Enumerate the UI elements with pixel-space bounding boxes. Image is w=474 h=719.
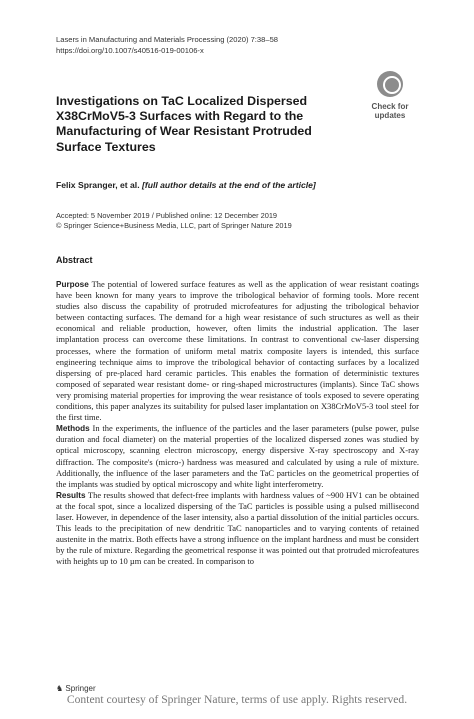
abstract-results bbox=[56, 490, 419, 568]
results-label: Results bbox=[56, 490, 86, 500]
abstract-body bbox=[56, 279, 419, 567]
journal-citation: Lasers in Manufacturing and Materials Processing (2020) 7:38–58 bbox=[56, 35, 279, 44]
accepted-published-dates: Accepted: 5 November 2019 / Published online: 12 December 2019 bbox=[56, 211, 278, 220]
methods-text: In the experiments, the influence of the particles and the laser parameters (pulse power, pulse duration and focal diameter) on the material properties of the localized dispersed zones was studied by optical microscopy, scanning electron microscopy, energy dispersive X-ray spectroscopy and X-ray diffraction. The composite's (micro-) hardness was measured and calculated by using a rule of mixture. Additionally, the influence of the laser parameters and the TaC particles on the geometrical properties of the implants was studied by optical microscopy and white light interferometry. bbox=[56, 423, 420, 489]
results-text: The results showed that defect-free implants with hardness values of ~900 HV1 can be obtained at the focal spot, since a localized dispersing of the TaC particles is possible using a pulsed millisecond laser. However, in dependence of the laser intensity, also a partial dissolution of the initial particles occurs. This leads to the precipitation of new dendritic TaC nanoparticles and to varying contents of retained austenite in the matrix. Both effects have a strong influence on the implant hardness and must be considert by the rule of mixture. Regarding the geometrical response it was pointed out that protruded microfeatures with heights up to 10 µm can be created. In comparison to bbox=[56, 489, 419, 567]
abstract-methods bbox=[56, 423, 419, 490]
courtesy-notice: Content courtesy of Springer Nature, terms of use apply. Rights reserved. bbox=[66, 693, 408, 706]
author-names[interactable]: Felix Spranger, et al. bbox=[56, 180, 140, 190]
abstract-heading: Abstract bbox=[56, 255, 93, 265]
purpose-text: The potential of lowered surface features as well as the application of wear resistant coatings have been known for many years to improve the tribological behavior of forming tools. More recent studies also discuss the capability of protruded microfeatures for adjusting the tribological behavior between contacting surfaces. The demand for a high wear resistance of such structures as well as their economical and reliable production, however, often limits the industrial application. The laser implantation process can overcome these limitations. In contrast to conventional cw-laser dispersing processes, where the formation of uniform metal matrix composite layers is intended, this surface engineering technique aims to improve the tribological behavior of contacting surfaces by a localized dispersing of pre-placed hard ceramic particles. This enables the formation of deterministic textures composed of separated wear resistant dome- or ring-shaped microstructures (implants). Since TaC shows very promising material properties for improving the wear resistance of tools exposed to severe operating conditions, this paper analyzes its suitability for pulsed laser implantation on X38CrMoV5-3 tool steel for the first time. bbox=[56, 279, 419, 423]
springer-logo bbox=[56, 684, 96, 693]
badge-line2: updates bbox=[374, 111, 406, 120]
methods-label: Methods bbox=[56, 424, 90, 434]
doi-link[interactable]: https://doi.org/10.1007/s40516-019-00106-x bbox=[56, 45, 204, 55]
purpose-label: Purpose bbox=[56, 280, 89, 289]
check-for-updates-icon bbox=[377, 71, 403, 97]
copyright-notice: © Springer Science+Business Media, LLC, part of Springer Nature 2019 bbox=[56, 221, 292, 230]
badge-line1: Check for bbox=[371, 102, 409, 111]
springer-name: Springer bbox=[65, 684, 96, 693]
springer-horse-icon: ♞ bbox=[56, 684, 64, 693]
check-for-updates-badge[interactable] bbox=[364, 68, 416, 132]
author-line bbox=[56, 180, 316, 190]
paper-title: Investigations on TaC Localized Dispersed X38CrMoV5-3 Surfaces with Regard to the Manufacturing of Wear Resistant Protruded Surface Textures bbox=[56, 94, 312, 154]
abstract-purpose bbox=[56, 279, 419, 423]
journal-header bbox=[56, 35, 278, 56]
author-details-note: [full author details at the end of the article] bbox=[141, 180, 316, 190]
publication-dates bbox=[56, 211, 292, 231]
